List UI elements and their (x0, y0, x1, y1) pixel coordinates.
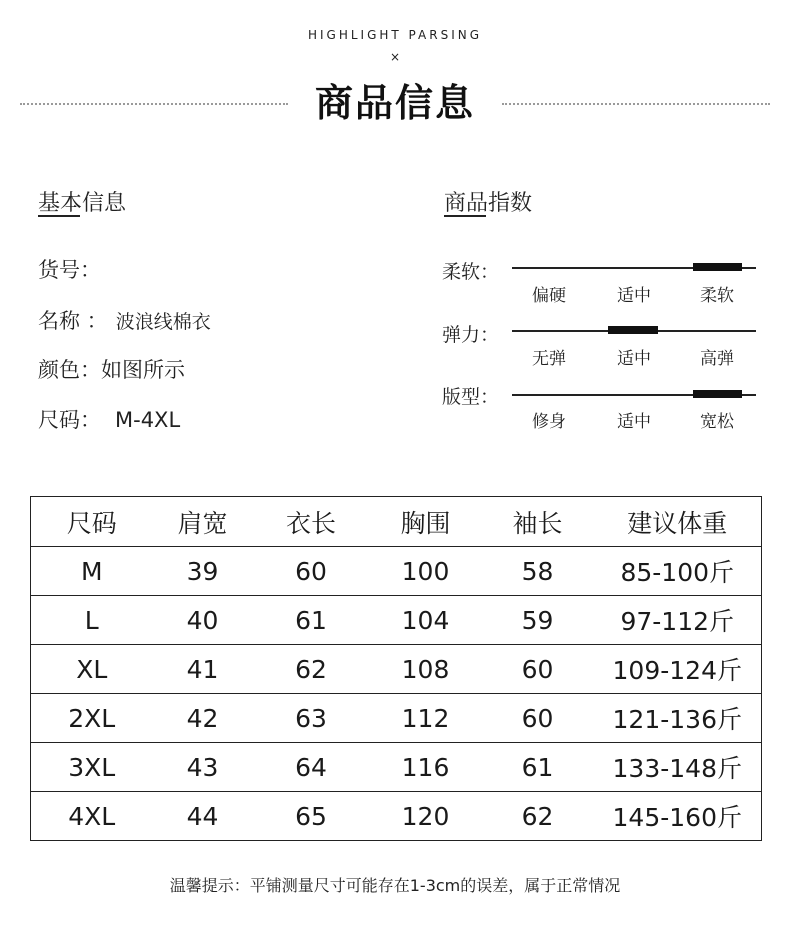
table-cell: 61 (482, 743, 594, 792)
header-cell-size: 尺码 (31, 497, 153, 547)
table-cell: 60 (482, 645, 594, 694)
table-row (31, 694, 762, 743)
index-selected-marker (693, 263, 742, 271)
table-cell: 4XL (31, 792, 153, 841)
basic-info-underline (38, 215, 80, 217)
basic-info-title: 基本信息 (38, 191, 127, 216)
index-option: 偏硬 (532, 286, 566, 306)
page-title: 商品信息 (314, 81, 475, 125)
info-value: 波浪线棉衣 (115, 311, 211, 333)
table-cell: 65 (253, 792, 370, 841)
table-cell: 44 (153, 792, 253, 841)
info-row-name (38, 305, 211, 335)
table-cell: 112 (370, 694, 482, 743)
index-option: 适中 (617, 349, 651, 369)
size-table (30, 496, 762, 841)
info-label: 名称 ： (38, 309, 108, 333)
header-subtitle: HIGHLIGHT PARSING (307, 28, 483, 42)
header-cell-shoulder: 肩宽 (153, 497, 253, 547)
table-cell: 43 (153, 743, 253, 792)
table-row (31, 792, 762, 841)
table-cell: 145-160斤 (594, 792, 762, 841)
index-label-softness: 柔软： (442, 261, 500, 283)
index-option: 适中 (617, 412, 651, 432)
table-cell: 42 (153, 694, 253, 743)
table-cell: 109-124斤 (594, 645, 762, 694)
table-cell: 61 (253, 596, 370, 645)
table-cell: 97-112斤 (594, 596, 762, 645)
header-x-mark: × (389, 50, 401, 64)
table-row (31, 743, 762, 792)
table-cell: 60 (482, 694, 594, 743)
table-cell: XL (31, 645, 153, 694)
index-label-elasticity: 弹力： (442, 324, 500, 346)
header-cell-chest: 胸围 (370, 497, 482, 547)
info-label: 货号： (38, 258, 101, 282)
table-row (31, 645, 762, 694)
index-option: 高弹 (700, 349, 734, 369)
info-value: M-4XL (115, 408, 181, 432)
info-label: 尺码： (38, 408, 101, 432)
measurement-note: 温馨提示：平铺测量尺寸可能存在1-3cm的误差，属于正常情况 (169, 876, 621, 895)
index-title: 商品指数 (444, 191, 533, 216)
header-cell-weight: 建议体重 (594, 497, 762, 547)
index-selected-marker (608, 326, 658, 334)
title-right-divider (502, 103, 770, 105)
info-label: 颜色： (38, 358, 101, 382)
table-cell: L (31, 596, 153, 645)
table-cell: 41 (153, 645, 253, 694)
index-label-fit: 版型： (442, 386, 500, 408)
index-option: 柔软 (700, 286, 734, 306)
table-cell: 108 (370, 645, 482, 694)
index-option: 修身 (532, 412, 566, 432)
table-row (31, 596, 762, 645)
table-cell: 85-100斤 (594, 547, 762, 596)
table-cell: 62 (253, 645, 370, 694)
table-cell: 3XL (31, 743, 153, 792)
table-cell: 120 (370, 792, 482, 841)
index-option: 无弹 (532, 349, 566, 369)
index-option: 适中 (617, 286, 651, 306)
header-cell-sleeve: 袖长 (482, 497, 594, 547)
size-table-header-row (31, 497, 762, 547)
table-cell: 63 (253, 694, 370, 743)
table-cell: 39 (153, 547, 253, 596)
table-cell: 104 (370, 596, 482, 645)
index-option: 宽松 (700, 412, 734, 432)
table-cell: 116 (370, 743, 482, 792)
info-row-item-no (38, 254, 109, 284)
table-cell: 121-136斤 (594, 694, 762, 743)
header-cell-length: 衣长 (253, 497, 370, 547)
index-selected-marker (693, 390, 742, 398)
index-underline (444, 215, 486, 217)
table-cell: 60 (253, 547, 370, 596)
info-value: 如图所示 (101, 358, 185, 382)
table-cell: 40 (153, 596, 253, 645)
table-cell: 58 (482, 547, 594, 596)
table-row (31, 547, 762, 596)
table-cell: 64 (253, 743, 370, 792)
table-cell: 62 (482, 792, 594, 841)
table-cell: 133-148斤 (594, 743, 762, 792)
table-cell: 2XL (31, 694, 153, 743)
info-row-color (38, 354, 185, 384)
table-cell: 59 (482, 596, 594, 645)
info-row-size (38, 404, 180, 434)
table-cell: M (31, 547, 153, 596)
table-cell: 100 (370, 547, 482, 596)
